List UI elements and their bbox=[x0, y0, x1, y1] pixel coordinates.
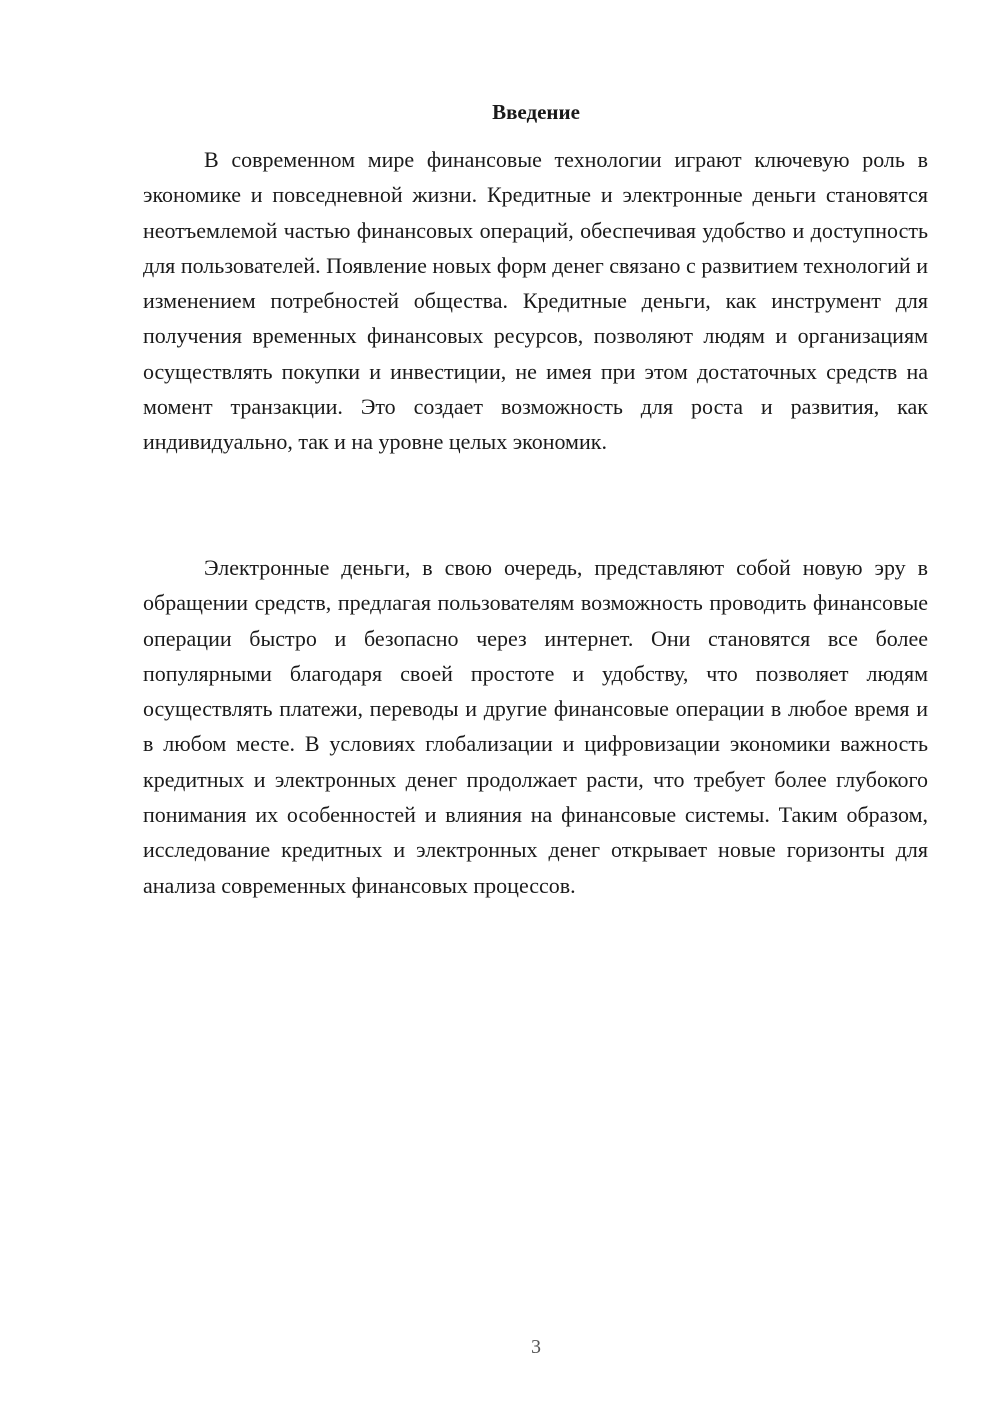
section-heading: Введение bbox=[492, 100, 580, 124]
page-number: 3 bbox=[531, 1336, 541, 1358]
paragraph-2: Электронные деньги, в свою очередь, представляют собой новую эру в обращении средств, предлагая пользователям возможность проводить финансовые операции быстро и безопасно через интернет. Они становятся все более популярными благодаря своей простоте и удобству, что позволяет людям осуществлять платежи, переводы и другие финансовые операции в любое время и в любом месте. В условиях глобализации и цифровизации экономики важность кредитных и электронных денег продолжает расти, что требует более глубокого понимания их особенностей и влияния на финансовые системы. Таким образом, исследование кредитных и электронных денег открывает новые горизонты для анализа современных финансовых процессов. bbox=[143, 555, 928, 898]
paragraph-1: В современном мире финансовые технологии играют ключевую роль в экономике и повседневной жизни. Кредитные и электронные деньги становятся неотъемлемой частью финансовых операций, обеспечивая удобство и доступность для пользователей. Появление новых форм денег связано с развитием технологий и изменением потребностей общества. Кредитные деньги, как инструмент для получения временных финансовых ресурсов, позволяют людям и организациям осуществлять покупки и инвестиции, не имея при этом достаточных средств на момент транзакции. Это создает возможность для роста и развития, как индивидуально, так и на уровне целых экономик. bbox=[143, 147, 928, 455]
